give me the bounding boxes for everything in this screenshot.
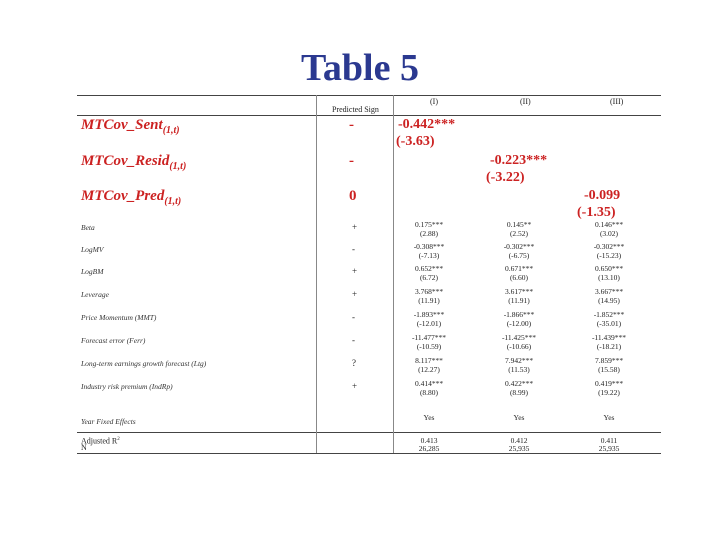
- control-tstat: (-10.59): [416, 342, 442, 351]
- control-row-sign: +: [352, 381, 358, 391]
- control-tstat: (-12.01): [416, 319, 442, 328]
- control-row-label: Price Momentum (MMT): [81, 313, 157, 322]
- control-row-sign: -: [352, 335, 355, 345]
- control-tstat: (15.58): [598, 365, 620, 374]
- control-coef: -11.477***: [411, 333, 447, 342]
- control-coef: 0.422***: [504, 379, 534, 388]
- top-rule: [77, 95, 661, 96]
- control-tstat: (8.99): [509, 388, 529, 397]
- control-coef: 0.650***: [594, 264, 624, 273]
- column-header-3: (III): [610, 97, 624, 106]
- sign-mtcov-resid: -: [349, 153, 354, 169]
- bottom-rule: [77, 453, 661, 454]
- control-tstat: (-6.75): [508, 251, 530, 260]
- control-row-sign: +: [352, 289, 358, 299]
- control-tstat: (8.80): [419, 388, 439, 397]
- fixed-effects-1: Yes: [423, 413, 435, 422]
- fixed-effects-label: Year Fixed Effects: [81, 417, 136, 426]
- control-tstat: (6.72): [419, 273, 439, 282]
- control-tstat: (-7.13): [418, 251, 440, 260]
- n-1: 26,285: [418, 444, 440, 453]
- control-tstat: (-35.01): [596, 319, 622, 328]
- control-tstat: (11.91): [508, 296, 530, 305]
- control-row-sign: -: [352, 244, 355, 254]
- regression-table: [77, 95, 661, 453]
- tstat-mtcov-sent: (-3.63): [396, 134, 435, 149]
- control-tstat: (2.52): [509, 229, 529, 238]
- control-coef: 3.768***: [414, 287, 444, 296]
- control-coef: -1.893***: [413, 310, 445, 319]
- control-row-label: LogBM: [81, 267, 104, 276]
- control-coef: -0.308***: [413, 242, 445, 251]
- control-coef: 0.652***: [414, 264, 444, 273]
- sign-mtcov-sent: -: [349, 117, 354, 133]
- control-coef: 8.117***: [415, 356, 443, 365]
- n-2: 25,935: [508, 444, 530, 453]
- control-coef: 0.419***: [594, 379, 624, 388]
- control-row-label: Forecast error (Ferr): [81, 336, 146, 345]
- control-coef: 3.667***: [594, 287, 624, 296]
- coef-mtcov-resid: -0.223***: [490, 153, 548, 168]
- control-row-label: LogMV: [81, 245, 104, 254]
- control-coef: -1.852***: [593, 310, 625, 319]
- control-coef: -11.439***: [591, 333, 627, 342]
- control-tstat: (-10.66): [506, 342, 532, 351]
- control-coef: 3.617***: [504, 287, 534, 296]
- row-label-mtcov-resid: MTCov_Resid$_{(1,t)}$: [81, 153, 187, 172]
- control-coef: 0.175***: [414, 220, 444, 229]
- control-tstat: (14.95): [598, 296, 620, 305]
- control-row-label: Beta: [81, 223, 95, 232]
- sign-divider: [393, 95, 394, 453]
- tstat-mtcov-resid: (-3.22): [486, 170, 525, 185]
- control-row-label: Leverage: [81, 290, 109, 299]
- control-tstat: (-15.23): [596, 251, 622, 260]
- control-row-sign: +: [352, 222, 358, 232]
- control-coef: -1.866***: [503, 310, 535, 319]
- adj-r2-label: Adjusted $R^2$: [81, 436, 120, 446]
- control-coef: 7.859***: [594, 356, 624, 365]
- column-header-1: (I): [430, 97, 438, 106]
- control-coef: 0.145**: [506, 220, 532, 229]
- control-tstat: (12.27): [418, 365, 440, 374]
- control-tstat: (6.60): [509, 273, 529, 282]
- control-coef: 0.414***: [414, 379, 444, 388]
- control-tstat: (3.02): [599, 229, 619, 238]
- control-coef: -0.302***: [503, 242, 535, 251]
- control-tstat: (19.22): [598, 388, 620, 397]
- adj-r2-3: 0.411: [600, 436, 618, 445]
- adj-r2-1: 0.413: [420, 436, 438, 445]
- control-tstat: (11.53): [508, 365, 530, 374]
- control-coef: -0.302***: [593, 242, 625, 251]
- coef-mtcov-sent: -0.442***: [398, 117, 456, 132]
- label-divider: [316, 95, 317, 453]
- row-label-mtcov-pred: MTCov_Pred$_{(1,t)}$: [81, 188, 182, 207]
- control-tstat: (11.91): [418, 296, 440, 305]
- adj-r2-2: 0.412: [510, 436, 528, 445]
- control-row-label: Industry risk premium (IndRp): [81, 382, 173, 391]
- control-row-sign: ?: [352, 358, 356, 368]
- n-label: N: [81, 443, 87, 452]
- fixed-effects-3: Yes: [603, 413, 615, 422]
- control-tstat: (13.10): [598, 273, 620, 282]
- stats-rule: [77, 432, 661, 433]
- control-coef: 0.146***: [594, 220, 624, 229]
- fixed-effects-2: Yes: [513, 413, 525, 422]
- n-3: 25,935: [598, 444, 620, 453]
- control-coef: 7.942***: [504, 356, 534, 365]
- sign-mtcov-pred: 0: [349, 188, 357, 204]
- slide-title: Table 5: [301, 47, 419, 89]
- control-coef: 0.671***: [504, 264, 534, 273]
- control-row-label: Long-term earnings growth forecast (Ltg): [81, 359, 207, 368]
- control-tstat: (2.88): [419, 229, 439, 238]
- control-coef: -11.425***: [501, 333, 537, 342]
- row-label-mtcov-sent: MTCov_Sent$_{(1,t)}$: [81, 117, 180, 136]
- tstat-mtcov-pred: (-1.35): [577, 205, 616, 220]
- predicted-sign-header: Predicted Sign: [332, 105, 379, 114]
- header-rule: [77, 115, 661, 116]
- column-header-2: (II): [520, 97, 531, 106]
- control-tstat: (-12.00): [506, 319, 532, 328]
- coef-mtcov-pred: -0.099: [584, 188, 621, 203]
- control-row-sign: -: [352, 312, 355, 322]
- control-tstat: (-18.21): [596, 342, 622, 351]
- control-row-sign: +: [352, 266, 358, 276]
